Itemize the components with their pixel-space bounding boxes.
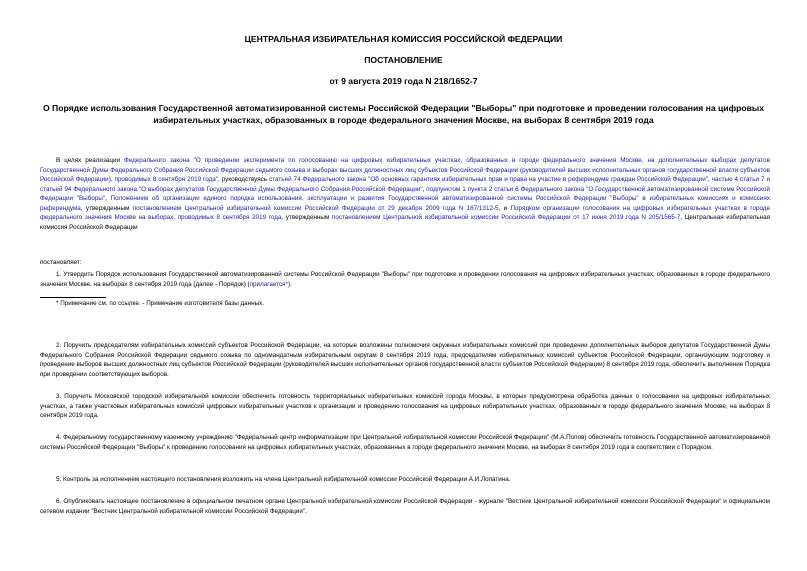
law-link-article-74[interactable]: статьей 74 Федерального закона "Об основных гарантиях избирательных прав и права на участие в референдуме граждан Российской Федерации": [269, 176, 708, 183]
paragraph-4: 4. Федеральному государственному казенному учреждению "Федеральный центр информатизации при Центральной избирательной комиссии Российской Федерации" (М.А.Попов) обеспечить готовность Государственной автоматизированной системы Российской Федерации "Выборы" к проведению голосования на цифровых избирательных участках, образованных в городе федерального значения Москве, на выборах 8 сентября 2019 года в соответствии с Порядком.: [40, 434, 770, 451]
preamble-paragraph: [40, 156, 770, 232]
document-date-number: от 9 августа 2019 года N 218/1652-7: [329, 76, 478, 86]
preamble-text: , утвержденным: [281, 214, 332, 221]
paragraph-1-text: 1. Утвердить Порядок использования Государственной автоматизированной системы Российской Федерации "Выборы" при подготовке и проведении голосования на цифровых избирательных участках, образованных в городе федерального значения Москве, на выборах 8 сентября 2019 года (далее - Порядок) (: [40, 271, 770, 288]
regulation-link[interactable]: Положением об организации единого порядка использования, эксплуатации и развития Государственной автоматизированной системы Российской Федерации "Выборы" в избирательных комиссиях и комиссиях референдума: [40, 195, 770, 212]
preamble-text: ,: [105, 195, 111, 202]
paragraph-5: 5. Контроль за исполнением настоящего постановления возложить на члена Центральной избирательной комиссии Российской Федерации А.И.Лопатина.: [56, 476, 511, 483]
preamble-text: , и: [498, 204, 511, 212]
footnote: * Примечание см. по ссылке. - Примечание изготовителя базы данных.: [56, 300, 265, 307]
resolves-label: постановляет:: [40, 259, 82, 266]
preamble-text: ,: [708, 176, 712, 183]
resolution-link-2009[interactable]: постановлением Центральной избирательной комиссии Российской Федерации от 29 декабря 2009 года N 187/1312-5: [132, 204, 499, 212]
law-link-state-duma[interactable]: частью 4 статьи 7 и статьей 94 Федерального закона "О выборах депутатов Государственной Думы Федерального Собрания Российской Федерации": [40, 176, 770, 193]
paragraph-6: 6. Опубликовать настоящее постановление в официальном печатном органе Центральной избирательной комиссии Российской Федерации - журнале "Вестник Центральной избирательной комиссии Российской Федерации" и официальном сетевом издании "Вестник Центральной избирательной комиссии Российской Федерации".: [40, 498, 770, 515]
law-link-gas-vybory[interactable]: подпунктом 1 пункта 2 статьи 6 Федерального закона "О Государственной автоматизированной системе Российской Федерации "Выборы": [40, 185, 771, 202]
paragraph-2: 2. Поручить председателям избирательных комиссий субъектов Российской Федерации, на которые возложены полномочия окружных избирательных комиссий при проведении дополнительных выборов депутатов Государственной Думы Федерального Собрания Российской Федерации седьмого созыва по одномандатным избирательным округам 8 сентября 2019 года, председателям избирательных комиссий субъектов Российской Федерации, организующим подготовку и проведение выборов высших должностных лиц субъектов Российской Федерации (руководителей высших исполнительных органов государственной власти субъектов Российской Федерации) 8 сентября 2019 года, обеспечить выполнение Порядка при проведении соответствующих выборов.: [40, 342, 770, 378]
footnote-divider: [40, 297, 106, 298]
preamble-text: , руководствуясь: [218, 176, 270, 183]
paragraph-1-end: ).: [288, 280, 292, 288]
document-type: ПОСТАНОВЛЕНИЕ: [364, 55, 443, 65]
resolution-link-2019[interactable]: постановлением Центральной избирательной комиссии Российской Федерации от 17 июня 2019 года N 205/1565-7: [331, 214, 681, 221]
preamble-text: , утвержденным: [80, 204, 133, 212]
law-link-experiment[interactable]: Федерального закона "О проведении эксперимента по голосованию на цифровых избирательных участках, образованных в городе федерального значения Москве, на дополнительных выборах депутатов Государственной Думы Федерального Собрания Российской Федерации седьмого созыва и выборах высших должностных лиц субъектов Российской Федерации (руководителей высших исполнительных органов государственной власти субъектов Российской Федерации), проводимых 8 сентября 2019 года": [40, 157, 770, 183]
organization-title: ЦЕНТРАЛЬНАЯ ИЗБИРАТЕЛЬНАЯ КОМИССИЯ РОССИЙСКОЙ ФЕДЕРАЦИИ: [244, 34, 563, 44]
paragraph-3: 3. Поручить Московской городской избирательной комиссии обеспечить готовность территориальных избирательных комиссий города Москвы, в которых предусмотрена обработка данных о голосовании на цифровых избирательных участках, а также участковых избирательных комиссий цифровых избирательных участков к организации и проведению голосования на цифровых избирательных участках, образованных в городе федерального значения Москве, на выборах 8 сентября 2019 года.: [40, 393, 770, 419]
paragraph-1: [40, 270, 770, 289]
preamble-text: ,: [422, 185, 427, 193]
preamble-text: В целях реализации: [56, 157, 124, 164]
procedure-link[interactable]: Порядком организации голосования на цифровых избирательных участках в городе федерального значения Москве на выборах, проводимых 8 сентября 2019 года: [40, 204, 770, 221]
appendix-link[interactable]: прилагается*: [249, 280, 289, 288]
document-subject: О Порядке использования Государственной автоматизированной системы Российской Федерации "Выборы" при подготовке и проведении голосования на цифровых избирательных участках, образованных в городе федерального значения Москве, на выборах 8 сентября 2019 года: [42, 103, 765, 125]
preamble-text: , Центральная избирательная комиссия Российской Федерации: [40, 214, 770, 231]
